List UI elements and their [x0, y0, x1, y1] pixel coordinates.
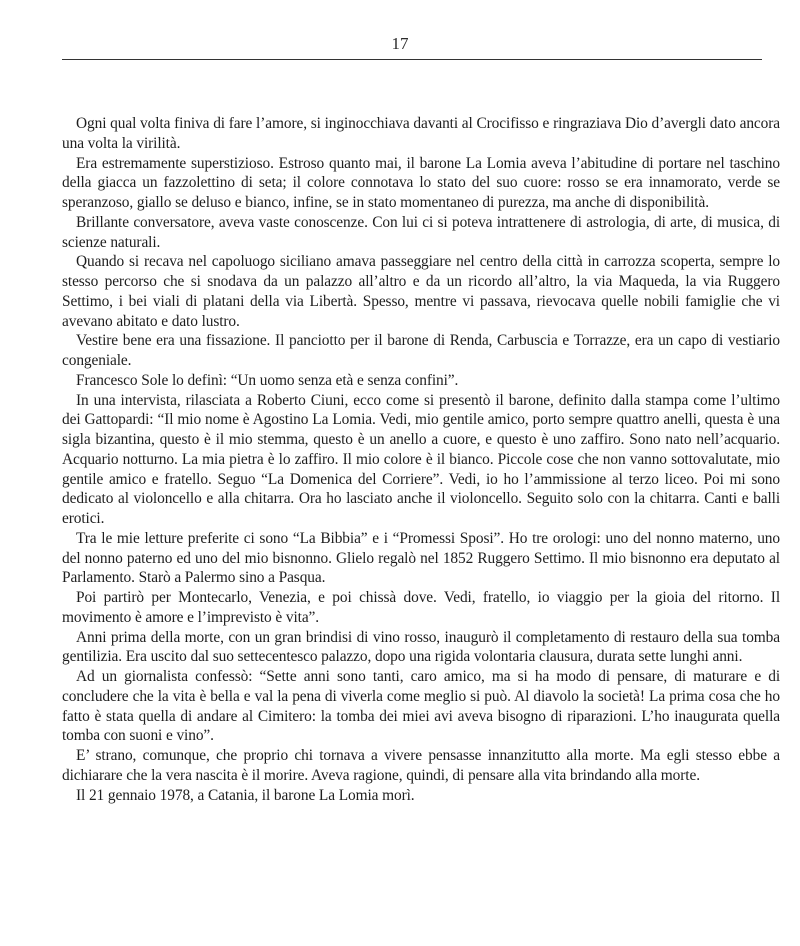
paragraph: In una intervista, rilasciata a Roberto Ciuni, ecco come si presentò il barone, definito dalla stampa come l’ultimo dei Gattopardi: “Il mio nome è Agostino La Lomia. Vedi, mio gentile amico, porto sempre quattro anelli, questa è una sigla bizantina, questo è il mio stemma, questo è un anello a cuore, e questo è uno zaffiro. Sono nato nell’acquario. Acquario notturno. La mia pietra è lo zaffiro. Il mio colore è il bianco. Piccole cose che non vanno sottovalutate, mio gentile amico e fratello. Seguo “La Domenica del Corriere”. Vedi, io ho l’ammissione al terzo liceo. Poi mi sono dedicato al violoncello e alla chitarra. Ora ho lasciato anche il violoncello. Seguito solo con la chitarra. Canti e balli erotici. [62, 391, 780, 527]
page-number: 17 [391, 34, 409, 53]
paragraph: Brillante conversatore, aveva vaste conoscenze. Con lui ci si poteva intrattenere di astrologia, di arte, di musica, di scienze naturali. [62, 213, 780, 251]
body-text [62, 114, 780, 805]
paragraph: Poi partirò per Montecarlo, Venezia, e poi chissà dove. Vedi, fratello, io viaggio per la gioia del ritorno. Il movimento è amore e l’imprevisto è vita”. [62, 589, 780, 626]
paragraph: Il 21 gennaio 1978, a Catania, il barone La Lomia morì. [76, 786, 415, 804]
paragraph: Tra le mie letture preferite ci sono “La Bibbia” e i “Promessi Sposi”. Ho tre orologi: uno del nonno materno, uno del nonno paterno ed uno del mio bisnonno. Glielo regalò nel 1852 Ruggero Settimo. Il mio bisnonno era deputato al Parlamento. Starò a Palermo sino a Pasqua. [62, 529, 780, 587]
paragraph: E’ strano, comunque, che proprio chi tornava a vivere pensasse innanzitutto alla morte. Ma egli stesso ebbe a dichiarare che la vera nascita è il morire. Aveva ragione, quindi, di pensare alla vita brindando alla morte. [62, 747, 780, 784]
paragraph: Era estremamente superstizioso. Estroso quanto mai, il barone La Lomia aveva l’abitudine di portare nel taschino della giacca un fazzolettino di seta; il colore connotava lo stato del suo cuore: rosso se era innamorato, verde se speranzoso, giallo se deluso e bianco, infine, se in stato momentaneo di purezza, ma anche di disponibilità. [62, 154, 780, 211]
header-rule [62, 59, 762, 60]
paragraph: Ad un giornalista confessò: “Sette anni sono tanti, caro amico, ma si ha modo di pensare, di maturare e di concludere che la vita è bella e val la pena di viverla come meglio si può. Al diavolo la società! La prima cosa che ho fatto è stata quella di andare al Cimitero: la tomba dei miei avi aveva bisogno di riparazioni. L’ho inaugurata quella tomba con suoni e vino”. [62, 668, 780, 745]
paragraph: Anni prima della morte, con un gran brindisi di vino rosso, inaugurò il completamento di restauro della sua tomba gentilizia. Era uscito dal suo settecentesco palazzo, dopo una rigida volontaria clausura, durata sette lunghi anni. [62, 628, 780, 666]
paragraph: Quando si recava nel capoluogo siciliano amava passeggiare nel centro della città in carrozza scoperta, sempre lo stesso percorso che si snodava da un palazzo all’altro e da un ricordo all’altro, la via Maqueda, la via Ruggero Settimo, i bei viali di platani della via Libertà. Spesso, mentre vi passava, rievocava quelle nobili famiglie che vi avevano abitato e dato lustro. [62, 253, 780, 330]
paragraph: Francesco Sole lo definì: “Un uomo senza età e senza confini”. [76, 371, 459, 389]
paragraph: Ogni qual volta finiva di fare l’amore, si inginocchiava davanti al Crocifisso e ringraziava Dio d’avergli dato ancora una volta la virilità. [62, 115, 780, 152]
paragraph: Vestire bene era una fissazione. Il panciotto per il barone di Renda, Carbuscia e Torrazze, era un capo di vestiario congeniale. [62, 332, 780, 369]
